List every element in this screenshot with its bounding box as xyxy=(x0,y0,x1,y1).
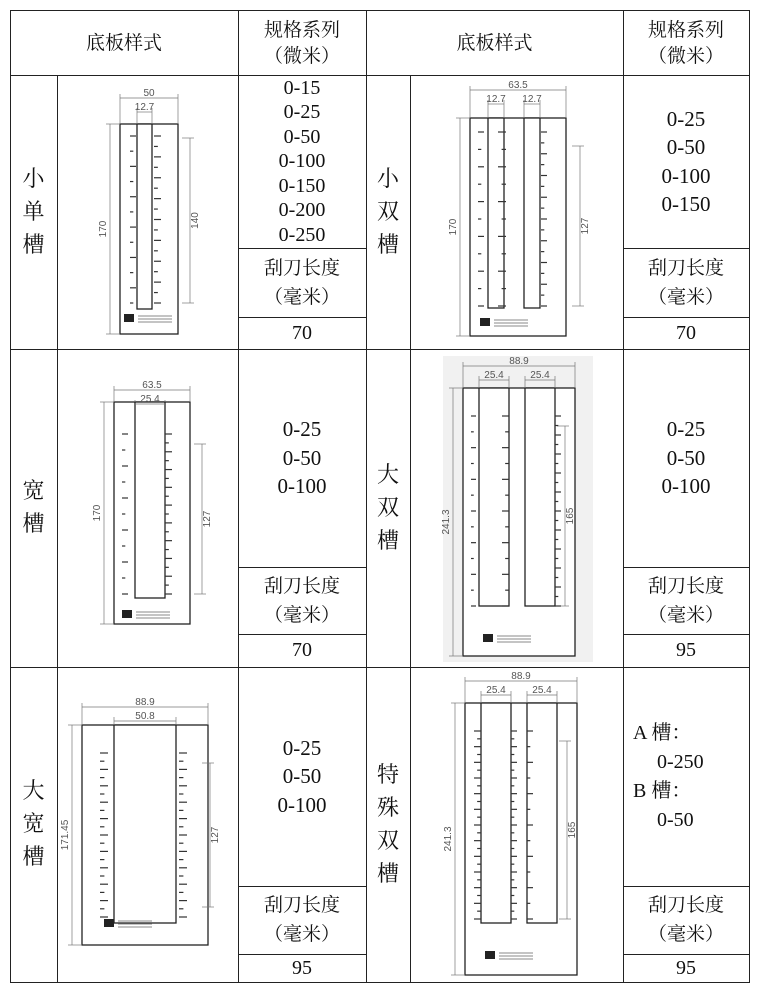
dimension-label: 170 xyxy=(92,504,103,522)
dimension-label: 12.7 xyxy=(522,94,542,105)
brand-logo-icon xyxy=(485,951,495,959)
spec-list: 0-25 0-50 0-100 xyxy=(277,735,327,817)
brand-logo-icon xyxy=(104,919,114,927)
col-divider xyxy=(410,75,411,983)
category-label: 小 双 槽 xyxy=(376,166,399,258)
blade-length-value: 95 xyxy=(676,639,696,661)
dimension-label: 170 xyxy=(448,218,459,236)
applicator-drawing-special-double xyxy=(443,671,593,977)
slot-b-range: 0-50 xyxy=(657,808,694,831)
gap-slot xyxy=(479,388,509,606)
spec-list: 0-25 0-50 0-100 0-150 xyxy=(661,106,711,216)
brand-logo-icon xyxy=(483,634,493,642)
dimension-label: 165 xyxy=(567,821,578,839)
category-label: 大 宽 槽 xyxy=(22,779,45,870)
category-label: 宽 槽 xyxy=(22,479,45,537)
dimension-label: 140 xyxy=(190,212,201,229)
brand-logo-icon xyxy=(480,318,490,326)
dimension-label: 88.9 xyxy=(509,356,529,367)
slot-a-label: A 槽： xyxy=(633,721,692,744)
dimension-label: 241.3 xyxy=(443,826,454,852)
header-spec-right: 规格系列 （微米） xyxy=(647,18,724,67)
blade-length-value: 70 xyxy=(676,321,696,344)
applicator-plate xyxy=(470,118,566,336)
spec-ab-block xyxy=(633,667,749,886)
spec-list: 0-15 0-25 0-50 0-100 0-150 0-200 0-250 xyxy=(278,76,326,246)
table-border-bottom xyxy=(10,982,750,983)
dimension-label: 88.9 xyxy=(135,697,155,708)
dimension-label: 241.3 xyxy=(441,509,452,535)
gap-slot xyxy=(137,124,152,309)
dimension-label: 25.4 xyxy=(532,685,552,696)
blade-length-label: 刮刀长度 （毫米） xyxy=(263,894,340,945)
gap-slot xyxy=(135,402,165,598)
blade-length-value: 95 xyxy=(292,956,312,979)
dimension-label: 25.4 xyxy=(486,685,506,696)
dimension-label: 12.7 xyxy=(486,94,506,105)
blade-length-label: 刮刀长度 （毫米） xyxy=(263,574,340,626)
table-border-right xyxy=(749,10,750,983)
gap-slot xyxy=(524,118,540,308)
applicator-drawing-large-wide xyxy=(60,697,230,945)
applicator-drawing-small-single xyxy=(80,88,210,340)
dimension-label: 50.8 xyxy=(135,711,155,722)
dimension-label: 25.4 xyxy=(530,370,550,381)
gap-slot xyxy=(481,703,511,923)
gap-slot xyxy=(527,703,557,923)
slot-a-range: 0-250 xyxy=(657,750,704,773)
applicator-drawing-small-double xyxy=(440,80,600,342)
header-style-right: 底板样式 xyxy=(456,31,533,54)
blade-length-label: 刮刀长度 （毫米） xyxy=(647,894,724,945)
blade-length-label: 刮刀长度 （毫米） xyxy=(263,256,340,308)
slot-b-label: B 槽： xyxy=(633,779,692,802)
gap-slot xyxy=(114,725,176,923)
blade-length-value: 70 xyxy=(292,321,312,344)
dimension-label: 88.9 xyxy=(511,671,531,682)
blade-length-label: 刮刀长度 （毫米） xyxy=(647,256,724,308)
dimension-label: 127 xyxy=(580,217,591,235)
category-label: 特 殊 双 槽 xyxy=(376,762,399,887)
spec-list: 0-25 0-50 0-100 xyxy=(661,417,711,499)
category-label: 大 双 槽 xyxy=(376,462,399,554)
blade-length-value: 70 xyxy=(292,639,312,661)
brand-logo-icon xyxy=(122,610,132,618)
dimension-label: 170 xyxy=(98,220,109,238)
applicator-drawing-large-double xyxy=(443,356,593,662)
header-style-left: 底板样式 xyxy=(85,31,162,54)
dimension-label: 127 xyxy=(210,826,221,844)
dimension-label: 165 xyxy=(565,507,576,525)
blade-length-label: 刮刀长度 （毫米） xyxy=(647,574,724,626)
brand-logo-icon xyxy=(124,314,134,322)
spec-list: 0-25 0-50 0-100 xyxy=(277,417,327,499)
dimension-label: 50 xyxy=(143,88,155,99)
col-divider xyxy=(57,75,58,983)
dimension-label: 12.7 xyxy=(134,102,155,113)
dimension-label: 25.4 xyxy=(140,394,160,405)
header-spec-left: 规格系列 （微米） xyxy=(263,18,340,67)
dimension-label: 127 xyxy=(202,510,213,528)
dimension-label: 63.5 xyxy=(508,80,528,91)
gap-slot xyxy=(525,388,555,606)
blade-length-value: 95 xyxy=(676,956,696,979)
applicator-drawing-wide xyxy=(78,380,218,630)
gap-slot xyxy=(488,118,504,308)
category-label: 小 单 槽 xyxy=(22,166,45,258)
dimension-label: 63.5 xyxy=(142,380,162,391)
dimension-label: 171.45 xyxy=(60,819,71,851)
dimension-label: 25.4 xyxy=(484,370,504,381)
